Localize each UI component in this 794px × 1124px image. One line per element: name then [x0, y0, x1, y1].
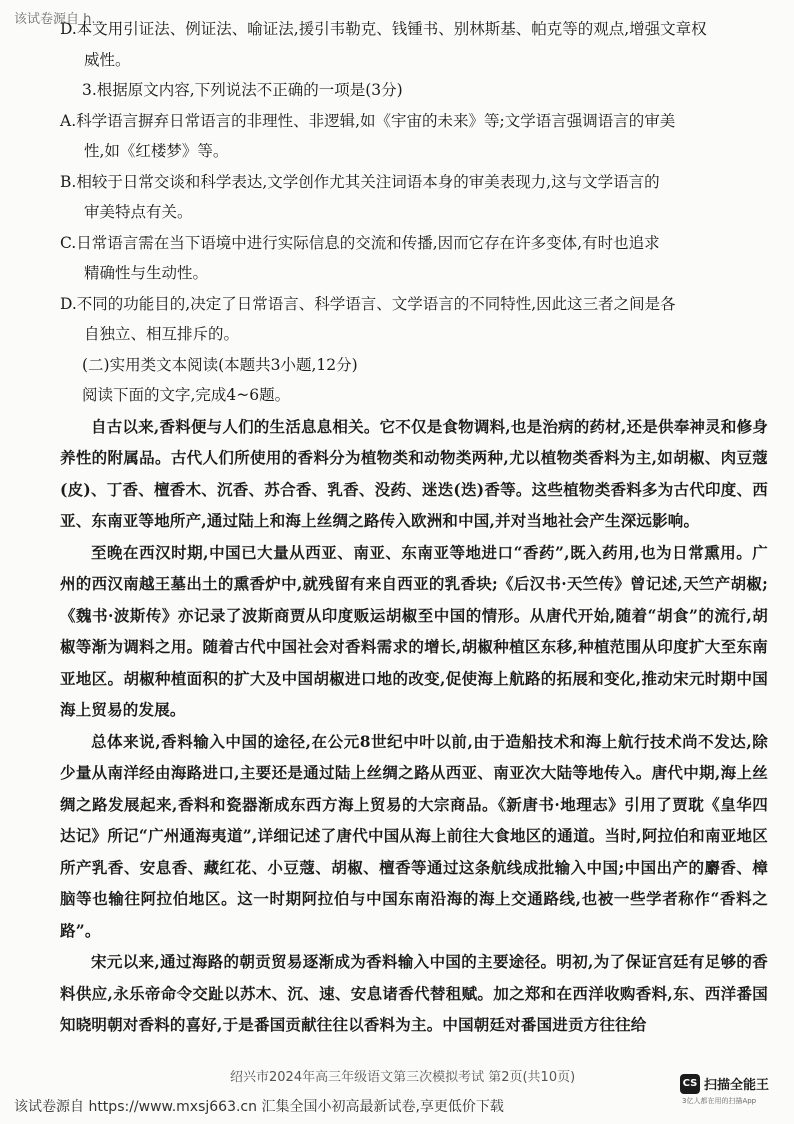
page-content: [60, 14, 768, 1041]
previous-option-d: [60, 14, 768, 75]
option-b-line2: 审美特点有关。: [84, 203, 193, 221]
scanner-app-name: 扫描全能王: [704, 1078, 770, 1093]
option-d2-line2: 自独立、相互排斥的。: [84, 325, 240, 343]
top-watermark: 该试卷源自 h...: [14, 12, 104, 27]
option-b-line1: B.相较于日常交谈和科学表达,文学创作尤其关注词语本身的审美表现力,这与文学语言的: [60, 172, 660, 191]
option-a-line1: A.科学语言摒弃日常语言的非理性、非逻辑,如《宇宙的未来》等;文学语言强调语言的审美: [60, 111, 676, 130]
scanner-app-logo: [680, 1070, 790, 1110]
camscanner-icon: CS: [680, 1074, 700, 1094]
question-3-option-a: [60, 106, 768, 167]
question-3-option-b: [60, 167, 768, 228]
option-d-line1: D.本文用引证法、例证法、喻证法,援引韦勒克、钱锺书、别林斯基、帕克等的观点,增强文章权: [60, 20, 707, 38]
article-paragraph-1: 自古以来,香料便与人们的生活息息相关。它不仅是食物调料,也是治病的药材,还是供奉神灵和修身养性的附属品。古代人们所使用的香料分为植物类和动物类两种,尤以植物类香料为主,如胡椒、肉豆蔻(皮)、丁香、檀香木、沉香、苏合香、乳香、没药、迷迭(迭)香等。这些植物类香料多为古代印度、西亚、东南亚等地所产,通过陆上和海上丝绸之路传入欧洲和中国,并对当地社会产生深远影响。: [60, 416, 768, 530]
question-3-option-d: [60, 289, 768, 350]
option-c-line1: C.日常语言需在当下语境中进行实际信息的交流和传播,因而它存在许多变体,有时也追求: [60, 233, 660, 252]
page-footer: 绍兴市2024年高三年级语文第三次模拟考试 第2页(共10页): [230, 1070, 576, 1085]
question-3-stem: 3.根据原文内容,下列说法不正确的一项是(3分): [82, 81, 403, 99]
option-d-line2: 威性。: [84, 50, 131, 69]
question-3: [60, 75, 768, 350]
scanner-tagline: 3亿人都在用的扫描App: [682, 1097, 757, 1105]
option-d2-line1: D.不同的功能目的,决定了日常语言、科学语言、文学语言的不同特性,因此这三者之间是各: [60, 294, 676, 313]
bottom-watermark: 该试卷源自 https://www.mxsj663.cn 汇集全国小初高最新试卷,享更低价下载: [14, 1099, 504, 1115]
article-paragraph-3: 总体来说,香料输入中国的途径,在公元8世纪中叶以前,由于造船技术和海上航行技术尚不发达,除少量从南洋经由海路进口,主要还是通过陆上丝绸之路从西亚、南亚次大陆等地传入。唐代中期,海上丝绸之路发展起来,香料和瓷器渐成东西方海上贸易的大宗商品。《新唐书·地理志》引用了贾耽《皇华四达记》所记“广州通海夷道”,详细记述了唐代中国从海上前往大食地区的通道。当时,阿拉伯和南亚地区所产乳香、安息香、藏红花、小豆蔻、胡椒、檀香等通过这条航线成批输入中国;中国出产的麝香、樟脑等也输往阿拉伯地区。这一时期阿拉伯与中国东南沿海的海上交通路线,也被一些学者称作“香料之路”。: [60, 731, 768, 940]
option-c-line2: 精确性与生动性。: [84, 264, 209, 282]
article-paragraph-2: 至晚在西汉时期,中国已大量从西亚、南亚、东南亚等地进口“香药”,既入药用,也为日常熏用。广州的西汉南越王墓出土的熏香炉中,就残留有来自西亚的乳香块;《后汉书·天竺传》曾记述,天竺产胡椒;《魏书·波斯传》亦记录了波斯商贾从印度贩运胡椒至中国的情形。从唐代开始,随着“胡食”的流行,胡椒等渐为调料之用。随着古代中国社会对香料需求的增长,胡椒种植区东移,种植范围从印度扩大至东南亚地区。胡椒种植面积的扩大及中国胡椒进口地的改变,促使海上航路的拓展和变化,推动宋元时期中国海上贸易的发展。: [60, 542, 768, 719]
question-3-option-c: [60, 228, 768, 289]
section-2-instruction: 阅读下面的文字,完成4~6题。: [82, 386, 291, 404]
reading-article: [60, 411, 768, 1041]
article-paragraph-4: 宋元以来,通过海路的朝贡贸易逐渐成为香料输入中国的主要途径。明初,为了保证宫廷有足够的香料供应,永乐帝命令交趾以苏木、沉、速、安息诸香代替租赋。加之郑和在西洋收购香料,东、西洋番国知晓明朝对香料的喜好,于是番国贡献往往以香料为主。中国朝廷对番国进贡方往往给: [60, 952, 768, 1034]
section-2-heading: (二)实用类文本阅读(本题共3小题,12分): [82, 355, 358, 374]
option-a-line2: 性,如《红楼梦》等。: [84, 142, 229, 160]
